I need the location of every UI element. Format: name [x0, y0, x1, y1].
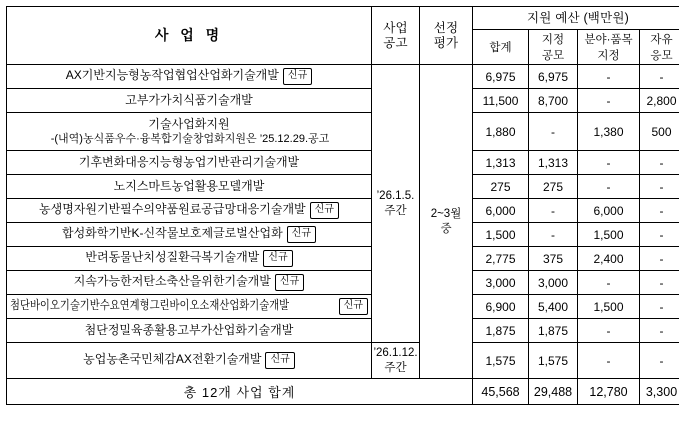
- project-name-cell: 합성화학기반K-신작물보호제글로벌산업화 신규: [7, 223, 372, 247]
- budget-total-cell: 1,500: [473, 223, 529, 247]
- budget-field-item-cell: -: [578, 343, 640, 379]
- selection-evaluation-period: 2~3월 중: [420, 65, 473, 379]
- budget-total-cell: 1,575: [473, 343, 529, 379]
- announcement-date-group-1: ’26.1.5. 주간: [372, 65, 420, 343]
- project-name-cell: 기후변화대응지능형농업기반관리기술개발: [7, 151, 372, 175]
- budget-designated-cell: -: [529, 223, 578, 247]
- new-badge: 신규: [287, 226, 316, 243]
- header-project-name: 사 업 명: [7, 7, 372, 65]
- budget-free-cell: -: [640, 343, 679, 379]
- new-badge: 신규: [275, 274, 304, 291]
- budget-field-item-cell: -: [578, 271, 640, 295]
- budget-total-cell: 6,975: [473, 65, 529, 89]
- budget-total-cell: 3,000: [473, 271, 529, 295]
- project-name-cell: 지속가능한저탄소축산을위한기술개발 신규: [7, 271, 372, 295]
- table-row: [7, 295, 679, 319]
- table-row: [7, 247, 679, 271]
- table-row: [7, 343, 679, 379]
- budget-total-cell: 6,000: [473, 199, 529, 223]
- budget-field-item-cell: 2,400: [578, 247, 640, 271]
- total-sum-cell: 45,568: [473, 379, 529, 405]
- budget-free-cell: -: [640, 151, 679, 175]
- budget-total-cell: 2,775: [473, 247, 529, 271]
- project-name-cell: 기술사업화지원 -(내역)농식품우수·융복합기술창업화지원은 ’25.12.29.공고: [7, 113, 372, 151]
- budget-total-cell: 275: [473, 175, 529, 199]
- header-designated-open: 지정 공모: [529, 30, 578, 65]
- budget-total-cell: 1,313: [473, 151, 529, 175]
- budget-field-item-cell: 1,380: [578, 113, 640, 151]
- table-total-row: [7, 379, 679, 405]
- header-selection-evaluation: 선정 평가: [420, 7, 473, 65]
- project-name-cell: 농업농촌국민체감AX전환기술개발 신규: [7, 343, 372, 379]
- budget-field-item-cell: -: [578, 65, 640, 89]
- new-badge: 신규: [265, 352, 294, 369]
- new-badge: 신규: [310, 202, 339, 219]
- budget-field-item-cell: 6,000: [578, 199, 640, 223]
- total-designated-cell: 29,488: [529, 379, 578, 405]
- budget-field-item-cell: -: [578, 151, 640, 175]
- budget-free-cell: 500: [640, 113, 679, 151]
- header-free-open: 자유 응모: [640, 30, 679, 65]
- budget-designated-cell: 3,000: [529, 271, 578, 295]
- table-row: [7, 223, 679, 247]
- header-field-item-designated: 분야·품목 지정: [578, 30, 640, 65]
- table-row: [7, 89, 679, 113]
- project-name-cell: 첨단바이오기술기반수요연계형그린바이오소재산업화기술개발 신규: [7, 295, 372, 319]
- budget-free-cell: -: [640, 175, 679, 199]
- project-name-cell: 노지스마트농업활용모델개발: [7, 175, 372, 199]
- budget-free-cell: -: [640, 319, 679, 343]
- budget-field-item-cell: -: [578, 175, 640, 199]
- budget-designated-cell: 8,700: [529, 89, 578, 113]
- budget-total-cell: 11,500: [473, 89, 529, 113]
- table-header-row-1: [7, 7, 679, 30]
- table-row: [7, 151, 679, 175]
- budget-designated-cell: 1,313: [529, 151, 578, 175]
- budget-designated-cell: 6,975: [529, 65, 578, 89]
- table-row: [7, 319, 679, 343]
- budget-designated-cell: 1,875: [529, 319, 578, 343]
- new-badge: 신규: [339, 298, 368, 315]
- project-name-subnote: -(내역)농식품우수·융복합기술창업화지원은 ’25.12.29.공고: [50, 133, 330, 146]
- table-row: [7, 175, 679, 199]
- new-badge: 신규: [263, 250, 292, 267]
- new-badge: 신규: [283, 68, 312, 85]
- budget-designated-cell: 1,575: [529, 343, 578, 379]
- budget-designated-cell: -: [529, 113, 578, 151]
- budget-free-cell: -: [640, 247, 679, 271]
- project-budget-table: [6, 6, 679, 405]
- budget-field-item-cell: 1,500: [578, 223, 640, 247]
- budget-free-cell: 2,800: [640, 89, 679, 113]
- budget-free-cell: -: [640, 295, 679, 319]
- table-row: [7, 113, 679, 151]
- project-name-cell: 농생명자원기반필수의약품원료공급망대응기술개발 신규: [7, 199, 372, 223]
- budget-free-cell: -: [640, 223, 679, 247]
- budget-free-cell: -: [640, 271, 679, 295]
- budget-free-cell: -: [640, 199, 679, 223]
- total-free-cell: 3,300: [640, 379, 679, 405]
- budget-total-cell: 1,880: [473, 113, 529, 151]
- total-field-item-cell: 12,780: [578, 379, 640, 405]
- budget-field-item-cell: -: [578, 89, 640, 113]
- budget-designated-cell: 5,400: [529, 295, 578, 319]
- project-name-cell: AX기반지능형농작업협업산업화기술개발 신규: [7, 65, 372, 89]
- budget-field-item-cell: 1,500: [578, 295, 640, 319]
- header-budget-group: 지원 예산 (백만원): [473, 7, 679, 30]
- budget-designated-cell: 275: [529, 175, 578, 199]
- budget-total-cell: 6,900: [473, 295, 529, 319]
- table-row: [7, 65, 679, 89]
- budget-field-item-cell: -: [578, 319, 640, 343]
- budget-free-cell: -: [640, 65, 679, 89]
- budget-designated-cell: -: [529, 199, 578, 223]
- budget-total-cell: 1,875: [473, 319, 529, 343]
- total-label-cell: 총 12개 사업 합계: [7, 379, 473, 405]
- header-total: 합계: [473, 30, 529, 65]
- table-row: [7, 199, 679, 223]
- header-announcement: 사업 공고: [372, 7, 420, 65]
- project-name-cell: 고부가가치식품기술개발: [7, 89, 372, 113]
- budget-designated-cell: 375: [529, 247, 578, 271]
- project-name-cell: 반려동물난치성질환극복기술개발 신규: [7, 247, 372, 271]
- project-name-cell: 첨단정밀육종활용고부가산업화기술개발: [7, 319, 372, 343]
- announcement-date-group-2: ’26.1.12. 주간: [372, 343, 420, 379]
- table-row: [7, 271, 679, 295]
